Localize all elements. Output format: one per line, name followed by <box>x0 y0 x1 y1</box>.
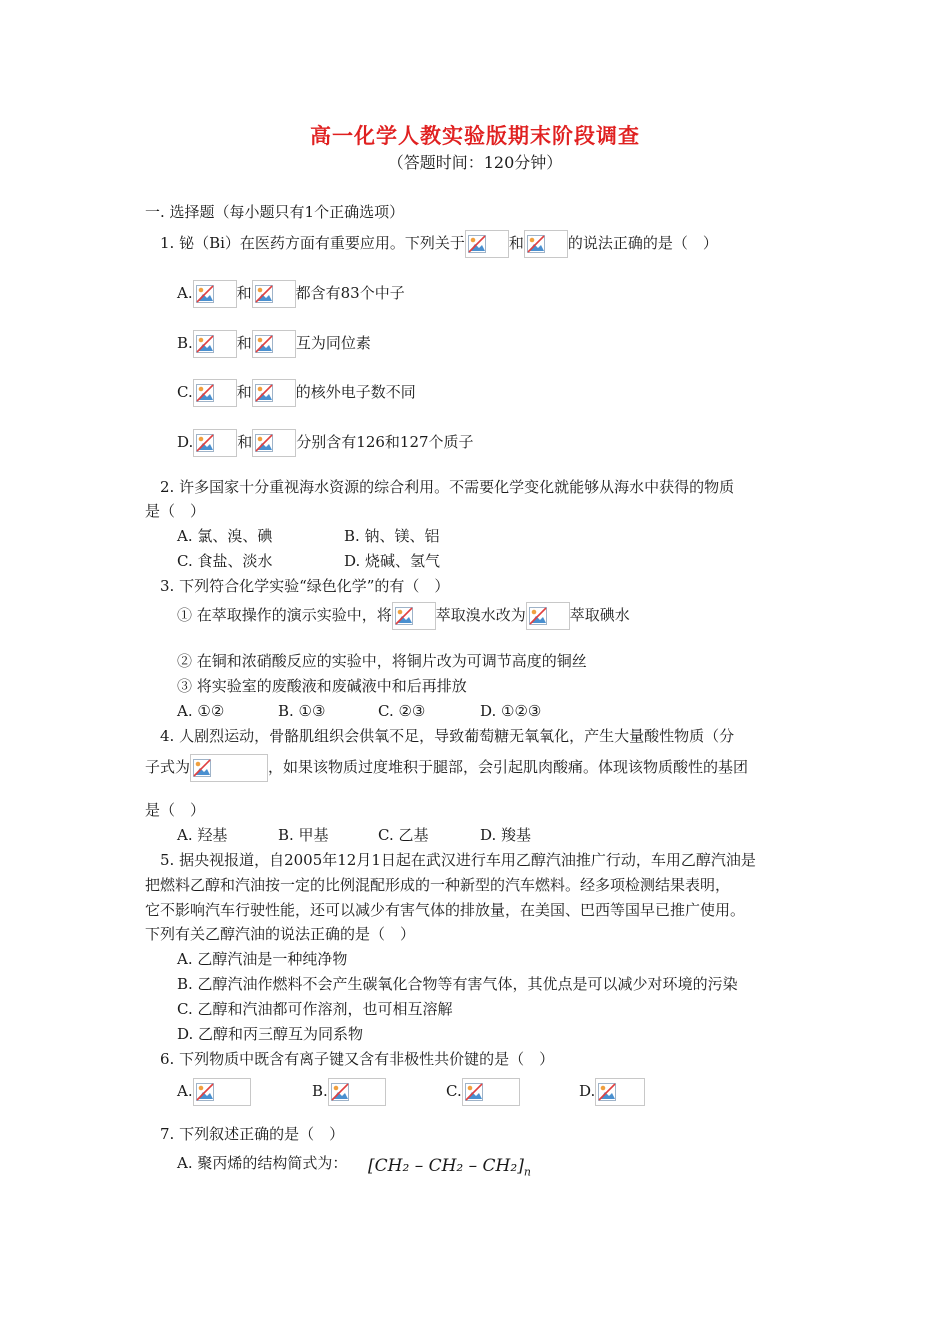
item-text: 萃取溴水改为 <box>435 606 526 624</box>
option-and: 和 <box>237 433 253 451</box>
stem-text: ，如果该物质过度堆积于腿部，会引起肌肉酸痛。体现该物质酸性的基团 <box>268 758 749 776</box>
q6-option-a <box>177 1078 251 1106</box>
option-label: C. <box>177 383 193 401</box>
question-4-stem: 4. 人剧烈运动，骨骼肌组织会供氧不足，导致葡萄糖无氧氧化，产生大量酸性物质（分 <box>160 727 735 745</box>
option-label: D. <box>579 1082 596 1100</box>
option-text: 分别含有126和127个质子 <box>296 433 474 451</box>
option-label: C. <box>446 1082 462 1100</box>
q1-option-a <box>177 280 405 308</box>
q5-option-b: B. 乙醇汽油作燃料不会产生碳氧化合物等有害气体，其优点是可以减少对环境的污染 <box>177 975 738 993</box>
q2-option-a: A. 氯、溴、碘 <box>177 527 273 545</box>
formula-text: CH₂ – CH₂ – CH₂ <box>374 1156 518 1176</box>
q1-stem-tail: 的说法正确的是（ ） <box>567 234 718 252</box>
broken-image-icon <box>392 602 436 630</box>
option-label: D. <box>177 433 194 451</box>
broken-image-icon <box>193 280 237 308</box>
question-4-stem-end: 是（ ） <box>145 801 206 819</box>
page-subtitle: （答题时间：120分钟） <box>387 153 563 172</box>
q3-item-2: ② 在铜和浓硝酸反应的实验中，将铜片改为可调节高度的铜丝 <box>177 652 587 670</box>
q6-option-d <box>579 1078 645 1106</box>
formula-subscript: n <box>523 1165 531 1179</box>
broken-image-icon <box>193 379 237 407</box>
formula-bracket-right: ] <box>517 1156 524 1176</box>
question-1-stem <box>160 230 718 258</box>
item-text: 萃取碘水 <box>569 606 630 624</box>
q3-option-d: D. ①②③ <box>480 702 542 720</box>
item-text: ① 在萃取操作的演示实验中，将 <box>177 606 392 624</box>
q4-option-a: A. 羟基 <box>177 826 228 844</box>
broken-image-icon <box>462 1078 520 1106</box>
broken-image-icon <box>524 230 568 258</box>
q5-option-d: D. 乙醇和丙三醇互为同系物 <box>177 1025 364 1043</box>
option-label: B. <box>312 1082 328 1100</box>
option-label: B. <box>177 334 193 352</box>
option-label: A. <box>177 284 193 302</box>
q3-option-a: A. ①② <box>177 702 225 720</box>
question-5-stem-4: 下列有关乙醇汽油的说法正确的是（ ） <box>145 925 416 943</box>
q2-option-d: D. 烧碱、氢气 <box>344 552 441 570</box>
q1-option-c <box>177 379 416 407</box>
broken-image-icon <box>193 1078 251 1106</box>
option-text: 互为同位素 <box>295 334 371 352</box>
question-2-stem: 2. 许多国家十分重视海水资源的综合利用。不需要化学变化就能够从海水中获得的物质 <box>160 478 735 496</box>
q4-option-b: B. 甲基 <box>278 826 329 844</box>
broken-image-icon <box>595 1078 645 1106</box>
broken-image-icon <box>328 1078 386 1106</box>
broken-image-icon <box>252 330 296 358</box>
q3-option-c: C. ②③ <box>378 702 426 720</box>
question-2-stem-cont: 是（ ） <box>145 502 206 520</box>
q1-stem-text: 1. 铋（Bi）在医药方面有重要应用。下列关于 <box>160 234 465 252</box>
option-text: 都含有83个中子 <box>295 284 405 302</box>
q7-option-a: A. 聚丙烯的结构简式为： <box>177 1154 348 1172</box>
q3-item-3: ③ 将实验室的废酸液和废碱液中和后再排放 <box>177 677 467 695</box>
option-and: 和 <box>236 284 252 302</box>
q6-option-b <box>312 1078 386 1106</box>
page-title: 高一化学人教实验版期末阶段调查 <box>310 123 640 148</box>
q4-option-d: D. 羧基 <box>480 826 532 844</box>
broken-image-icon <box>193 429 237 457</box>
polypropylene-formula <box>368 1156 531 1182</box>
option-text: 的核外电子数不同 <box>295 383 416 401</box>
q4-option-c: C. 乙基 <box>378 826 429 844</box>
broken-image-icon <box>252 280 296 308</box>
question-5-stem-2: 把燃料乙醇和汽油按一定的比例混配形成的一种新型的汽车燃料。经多项检测结果表明， <box>145 876 731 894</box>
q5-option-c: C. 乙醇和汽油都可作溶剂，也可相互溶解 <box>177 1000 453 1018</box>
stem-text: 子式为 <box>145 758 191 776</box>
q5-option-a: A. 乙醇汽油是一种纯净物 <box>177 950 348 968</box>
broken-image-icon <box>252 429 296 457</box>
q1-option-b <box>177 330 371 358</box>
q2-option-b: B. 钠、镁、铝 <box>344 527 440 545</box>
formula-bracket-left: [ <box>368 1156 375 1176</box>
q6-option-c <box>446 1078 520 1106</box>
option-and: 和 <box>236 383 252 401</box>
question-7-stem: 7. 下列叙述正确的是（ ） <box>160 1125 345 1143</box>
broken-image-icon <box>526 602 570 630</box>
q1-option-d <box>177 429 474 457</box>
broken-image-icon <box>190 754 268 782</box>
option-and: 和 <box>236 334 252 352</box>
q1-stem-and: 和 <box>508 234 524 252</box>
broken-image-icon <box>193 330 237 358</box>
question-5-stem: 5. 据央视报道，自2005年12月1日起在武汉进行车用乙醇汽油推广行动，车用乙醇汽油是 <box>160 851 756 869</box>
broken-image-icon <box>465 230 509 258</box>
q3-option-b: B. ①③ <box>278 702 326 720</box>
option-label: A. <box>177 1082 193 1100</box>
section-heading: 一. 选择题（每小题只有1个正确选项） <box>145 203 405 221</box>
question-6-stem: 6. 下列物质中既含有离子键又含有非极性共价键的是（ ） <box>160 1050 555 1068</box>
broken-image-icon <box>252 379 296 407</box>
question-3-stem: 3. 下列符合化学实验“绿色化学”的有（ ） <box>160 577 450 595</box>
question-4-stem-cont <box>145 754 748 782</box>
question-5-stem-3: 它不影响汽车行驶性能，还可以减少有害气体的排放量，在美国、巴西等国早已推广使用。 <box>145 901 746 919</box>
q3-item-1 <box>177 602 630 630</box>
q2-option-c: C. 食盐、淡水 <box>177 552 273 570</box>
